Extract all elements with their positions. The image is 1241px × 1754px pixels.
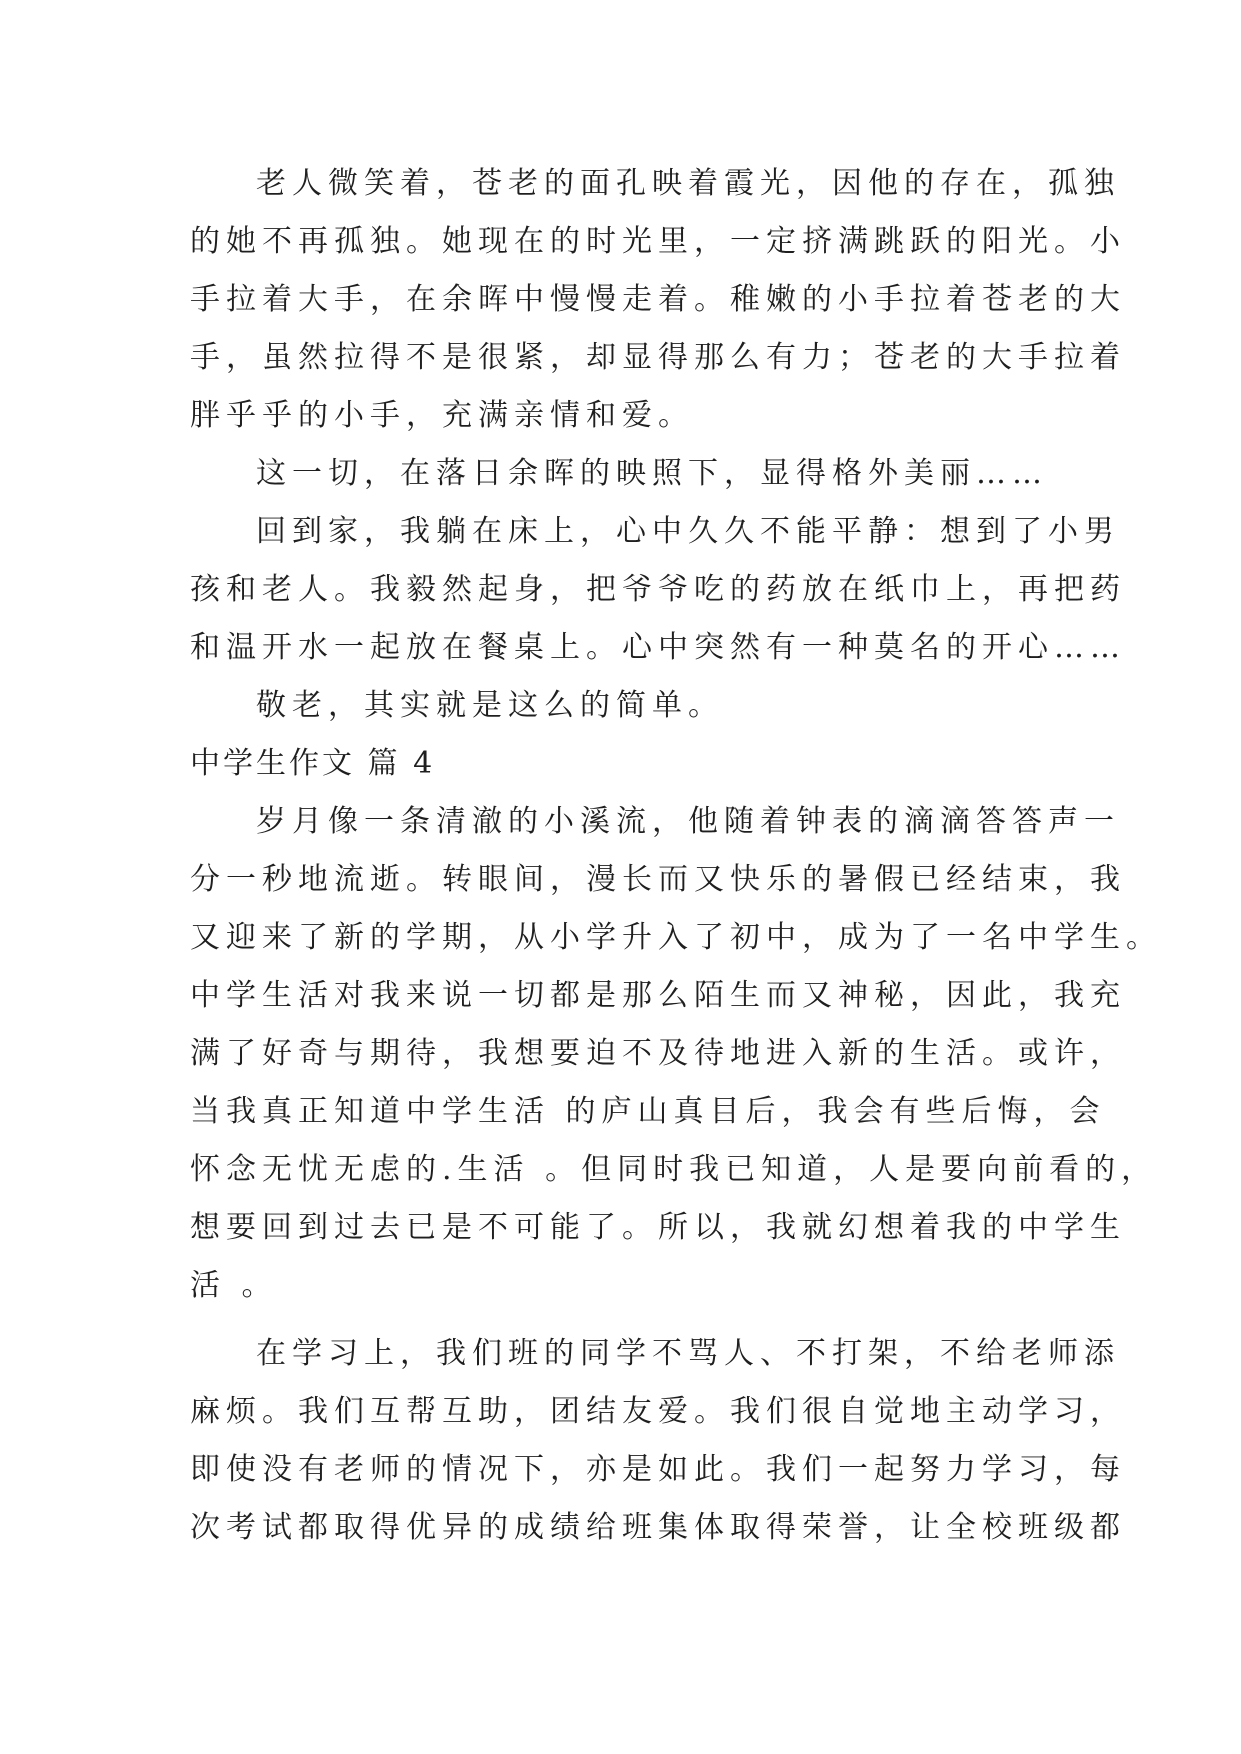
text-line: 分一秒地流逝。转眼间，漫长而又快乐的暑假已经结束，我 <box>190 862 1126 897</box>
text-line: 怀念无忧无虑的.生活 。但同时我已知道，人是要向前看的， <box>190 1152 1158 1187</box>
text-line: 敬老，其实就是这么的简单。 <box>256 688 724 723</box>
text-line: 和温开水一起放在餐桌上。心中突然有一种莫名的开心…… <box>190 630 1126 665</box>
text-line: 手拉着大手，在余晖中慢慢走着。稚嫩的小手拉着苍老的大 <box>190 282 1126 317</box>
text-line: 这一切，在落日余晖的映照下，显得格外美丽…… <box>256 456 1048 491</box>
text-line: 又迎来了新的学期，从小学升入了初中，成为了一名中学生。 <box>190 920 1162 955</box>
text-line: 满了好奇与期待，我想要迫不及待地进入新的生活。或许， <box>190 1036 1126 1071</box>
text-line: 手，虽然拉得不是很紧，却显得那么有力；苍老的大手拉着 <box>190 340 1126 375</box>
text-line: 的她不再孤独。她现在的时光里，一定挤满跳跃的阳光。小 <box>190 224 1126 259</box>
text-line: 孩和老人。我毅然起身，把爷爷吃的药放在纸巾上，再把药 <box>190 572 1126 607</box>
text-line: 当我真正知道中学生活 的庐山真目后，我会有些后悔，会 <box>190 1094 1106 1129</box>
text-line: 回到家，我躺在床上，心中久久不能平静：想到了小男 <box>256 514 1120 549</box>
text-line: 胖乎乎的小手，充满亲情和爱。 <box>190 398 694 433</box>
text-line: 麻烦。我们互帮互助，团结友爱。我们很自觉地主动学习， <box>190 1394 1126 1429</box>
text-line: 想要回到过去已是不可能了。所以，我就幻想着我的中学生 <box>190 1210 1126 1245</box>
text-line: 次考试都取得优异的成绩给班集体取得荣誉，让全校班级都 <box>190 1510 1126 1545</box>
text-line: 中学生活对我来说一切都是那么陌生而又神秘，因此，我充 <box>190 978 1126 1013</box>
text-line: 老人微笑着，苍老的面孔映着霞光，因他的存在，孤独 <box>256 166 1120 201</box>
text-line: 岁月像一条清澈的小溪流，他随着钟表的滴滴答答声一 <box>256 804 1120 839</box>
text-line: 活 。 <box>190 1268 278 1303</box>
text-line: 在学习上，我们班的同学不骂人、不打架，不给老师添 <box>256 1336 1120 1371</box>
section-heading: 中学生作文 篇 4 <box>190 746 436 781</box>
text-line: 即使没有老师的情况下，亦是如此。我们一起努力学习，每 <box>190 1452 1126 1487</box>
